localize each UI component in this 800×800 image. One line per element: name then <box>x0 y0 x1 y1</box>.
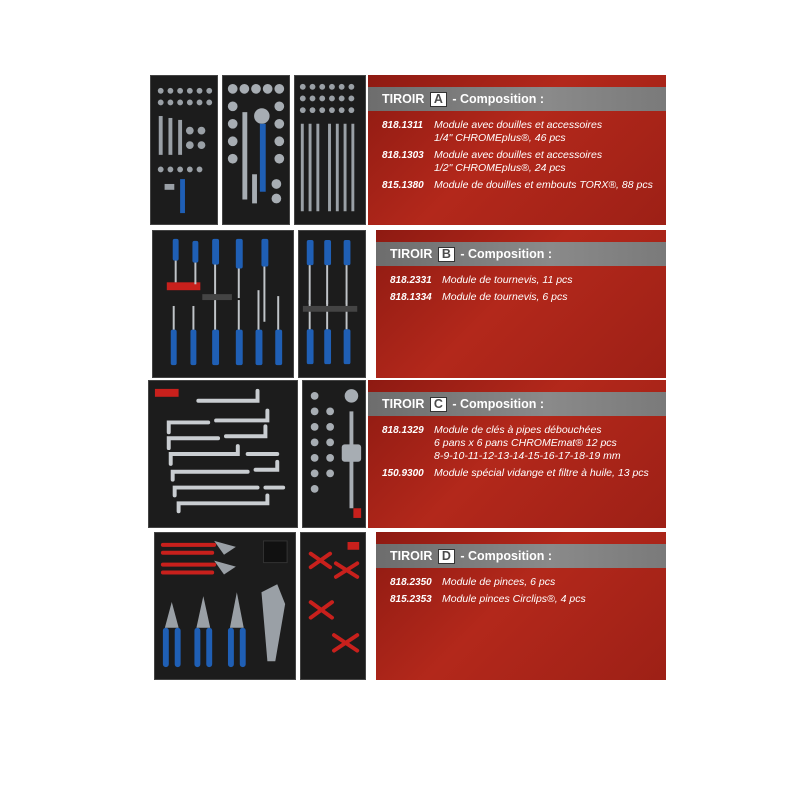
drawer-c-panel <box>368 380 666 528</box>
drawer-b-items <box>390 274 660 308</box>
drawer-b-title-prefix: TIROIR <box>390 247 433 261</box>
oil-change-module-image <box>302 380 366 528</box>
item-ref: 818.1311 <box>382 120 423 131</box>
item-desc: Module de tournevis, 11 pcs <box>442 274 573 286</box>
item-desc: Module pinces Circlips®, 4 pcs <box>442 593 586 605</box>
item-desc: 1/2" CHROMEplus®, 24 pcs <box>434 162 566 174</box>
drawer-b-panel <box>376 230 666 378</box>
drawer-a-panel <box>368 75 666 225</box>
drawer-c-photos <box>148 380 366 528</box>
drawer-b-title-suffix: - Composition : <box>460 247 553 261</box>
item-ref: 818.2350 <box>390 577 432 588</box>
item-ref: 818.1303 <box>382 150 424 161</box>
drawer-a-title-prefix: TIROIR <box>382 92 425 106</box>
item-desc: Module de douilles et embouts TORX®, 88 pcs <box>434 179 653 191</box>
drawer-c-title-suffix: - Composition : <box>452 397 545 411</box>
list-item <box>390 576 660 589</box>
pipe-wrench-module-image <box>148 380 298 528</box>
drawer-b-letter: B <box>438 247 455 262</box>
drawer-a-title-suffix: - Composition : <box>452 92 545 106</box>
drawer-a-title <box>368 87 666 111</box>
list-item <box>390 274 660 287</box>
drawer-d-panel <box>376 532 666 680</box>
drawer-c-title-prefix: TIROIR <box>382 397 425 411</box>
list-item <box>382 119 660 145</box>
drawer-d-letter: D <box>438 549 455 564</box>
drawer-d-photos <box>148 532 366 680</box>
list-item <box>382 149 660 175</box>
list-item <box>382 179 660 192</box>
item-ref: 818.1334 <box>390 292 432 303</box>
drawer-b-title <box>376 242 666 266</box>
drawer-c-title <box>368 392 666 416</box>
item-desc: Module de tournevis, 6 pcs <box>442 291 568 303</box>
item-desc: Module spécial vidange et filtre à huile, 13 pcs <box>434 467 649 479</box>
pliers-module-image <box>154 532 296 680</box>
screwdriver-module-11-image <box>152 230 294 378</box>
list-item <box>382 467 660 480</box>
item-ref: 815.2353 <box>390 594 432 605</box>
drawer-d-row <box>148 532 666 680</box>
item-desc: Module de clés à pipes débouchées <box>434 424 602 436</box>
item-desc: 8-9-10-11-12-13-14-15-16-17-18-19 mm <box>434 450 621 462</box>
item-desc: 1/4" CHROMEplus®, 46 pcs <box>434 132 566 144</box>
item-ref: 815.1380 <box>382 180 424 191</box>
drawer-d-title <box>376 544 666 568</box>
item-desc: Module avec douilles et accessoires <box>434 119 603 131</box>
socket-module-2-image <box>222 75 290 225</box>
screwdriver-module-6-image <box>298 230 366 378</box>
item-ref: 818.1329 <box>382 425 424 436</box>
list-item <box>390 291 660 304</box>
drawer-a-letter: A <box>430 92 447 107</box>
drawer-c-row <box>148 380 666 528</box>
circlips-module-image <box>300 532 366 680</box>
drawer-d-items <box>390 576 660 610</box>
item-desc: Module avec douilles et accessoires <box>434 149 603 161</box>
drawer-d-title-prefix: TIROIR <box>390 549 433 563</box>
list-item <box>382 424 660 463</box>
drawer-a-photos <box>148 75 366 225</box>
socket-module-1-image <box>150 75 218 225</box>
item-ref: 150.9300 <box>382 468 424 479</box>
drawer-c-letter: C <box>430 397 447 412</box>
drawer-b-photos <box>148 230 366 378</box>
drawer-a-row <box>148 75 666 225</box>
item-desc: 6 pans x 6 pans CHROMEmat® 12 pcs <box>434 437 617 449</box>
drawer-d-title-suffix: - Composition : <box>460 549 553 563</box>
torx-module-image <box>294 75 366 225</box>
item-ref: 818.2331 <box>390 275 432 286</box>
drawer-a-items <box>382 119 660 196</box>
item-desc: Module de pinces, 6 pcs <box>442 576 556 588</box>
drawer-c-items <box>382 424 660 484</box>
list-item <box>390 593 660 606</box>
drawer-b-row <box>148 230 666 378</box>
